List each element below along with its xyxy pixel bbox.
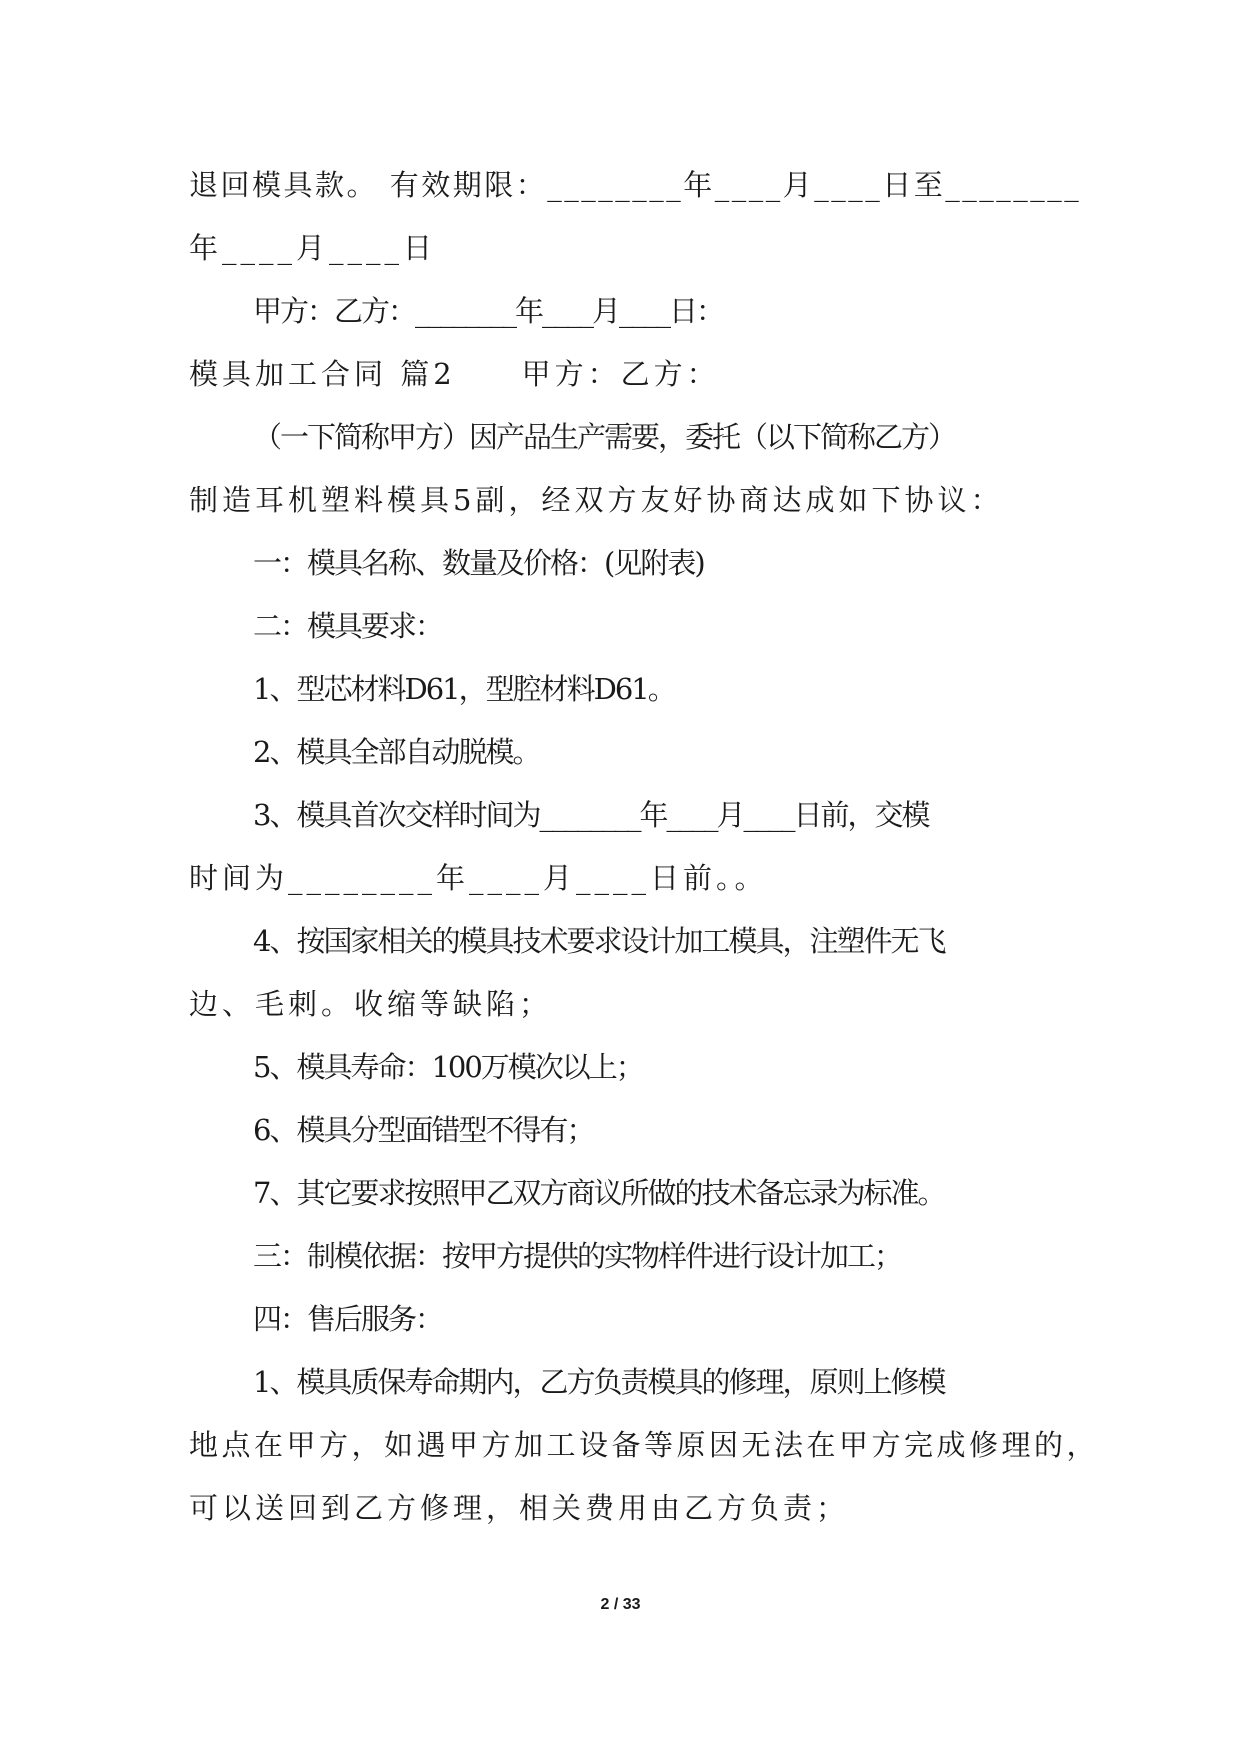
text-line-22: 可以送回到乙方修理，相关费用由乙方负责； bbox=[189, 1491, 850, 1525]
text-line-14: 边、毛刺。收缩等缺陷； bbox=[189, 987, 553, 1021]
text-line-8: 二：模具要求： bbox=[253, 609, 443, 643]
text-line-9: 1、型芯材料D61，型腔材料D61。 bbox=[253, 672, 675, 706]
text-line-11: 3、模具首次交样时间为________年____月____日前，交模 bbox=[253, 798, 929, 832]
text-line-20: 1、模具质保寿命期内，乙方负责模具的修理，原则上修模 bbox=[253, 1365, 945, 1399]
text-line-7: 一：模具名称、数量及价格：(见附表) bbox=[253, 546, 704, 580]
text-line-6: 制造耳机塑料模具5副，经双方友好协商达成如下协议： bbox=[189, 483, 1004, 517]
text-line-21: 地点在甲方，如遇甲方加工设备等原因无法在甲方完成修理的， bbox=[189, 1428, 1100, 1462]
text-line-2: 年____月____日 bbox=[189, 231, 437, 265]
text-line-10: 2、模具全部自动脱模。 bbox=[253, 735, 540, 769]
text-line-17: 7、其它要求按照甲乙双方商议所做的技术备忘录为标准。 bbox=[253, 1176, 945, 1210]
text-line-19: 四：售后服务： bbox=[253, 1302, 443, 1336]
text-line-3: 甲方：乙方：________年____月____日： bbox=[253, 294, 724, 328]
text-line-13: 4、按国家相关的模具技术要求设计加工模具，注塑件无飞 bbox=[253, 924, 945, 958]
text-line-16: 6、模具分型面错型不得有； bbox=[253, 1113, 594, 1147]
text-line-1: 退回模具款。 有效期限：________年____月____日至________ bbox=[189, 168, 1082, 202]
page-number: 2 / 33 bbox=[600, 1596, 641, 1613]
text-line-12: 时间为________年____月____日前。。 bbox=[189, 861, 768, 895]
text-line-4: 模具加工合同 篇2 甲方：乙方： bbox=[189, 357, 720, 391]
text-line-5: （一下简称甲方）因产品生产需要，委托（以下简称乙方） bbox=[253, 420, 956, 454]
text-line-18: 三：制模依据：按甲方提供的实物样件进行设计加工； bbox=[253, 1239, 902, 1273]
text-line-15: 5、模具寿命：100万模次以上； bbox=[253, 1050, 643, 1084]
